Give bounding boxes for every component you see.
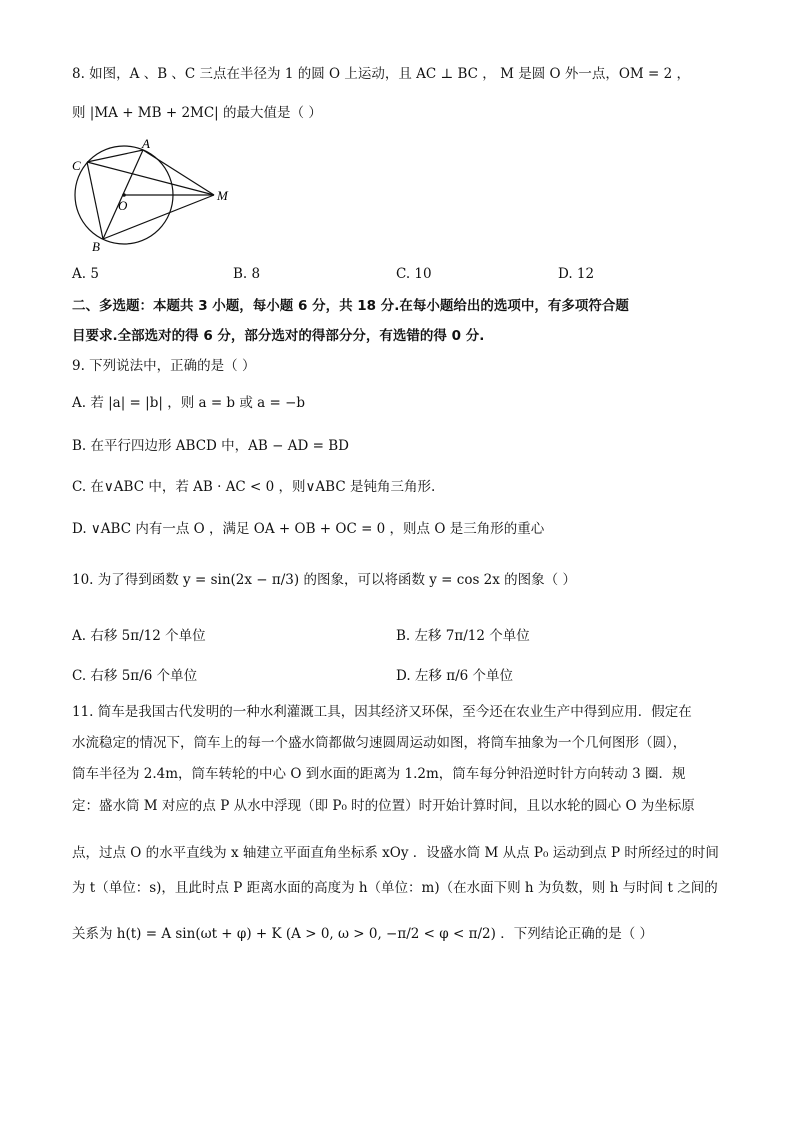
q11-line2: 水流稳定的情况下，筒车上的每一个盛水筒都做匀速圆周运动如图，将筒车抽象为一个几何图形（圆）， xyxy=(72,735,687,751)
q11-line4: 定：盛水筒 M 对应的点 P 从水中浮现（即 P₀ 时的位置）时开始计算时间，且以水轮的圆心 O 为坐标原 xyxy=(72,798,695,814)
label-o: O xyxy=(118,198,128,213)
q10-option-d: D. 左移 π/6 个单位 xyxy=(396,668,514,684)
label-c: C xyxy=(72,158,81,173)
q11-line7: 关系为 h(t) = A sin(ωt + φ) + K (A > 0, ω > 0, −π/2 < φ < π/2) ．下列结论正确的是（ ） xyxy=(72,926,653,942)
label-b: B xyxy=(92,239,100,254)
q9-stem: 9. 下列说法中，正确的是（ ） xyxy=(72,358,256,374)
q8-figure xyxy=(60,130,250,255)
q11-line1: 11. 简车是我国古代发明的一种水利灌溉工具，因其经济又环保，至今还在农业生产中得到应用．假定在 xyxy=(72,704,692,720)
q11-line5: 点，过点 O 的水平直线为 x 轴建立平面直角坐标系 xOy ．设盛水筒 M 从点 P₀ 运动到点 P 时所经过的时间 xyxy=(72,845,719,861)
q11-line3: 筒车半径为 2.4m，筒车转轮的中心 O 到水面的距离为 1.2m，筒车每分钟沿逆时针方向转动 3 圈．规 xyxy=(72,766,686,782)
q8-choice-c: C. 10 xyxy=(396,266,432,282)
label-m: M xyxy=(217,188,228,203)
q9-option-b: B. 在平行四边形 ABCD 中，AB − AD = BD xyxy=(72,438,349,454)
q9-option-d: D. ∨ABC 内有一点 O ，满足 OA + OB + OC = 0 ，则点 O 是三角形的重心 xyxy=(72,521,545,537)
q10-option-a: A. 右移 5π/12 个单位 xyxy=(72,628,206,644)
q10-option-b: B. 左移 7π/12 个单位 xyxy=(396,628,530,644)
q8-choice-b: B. 8 xyxy=(233,266,261,282)
q10-option-c: C. 右移 5π/6 个单位 xyxy=(72,668,198,684)
q8-line1: 8. 如图，A 、B 、C 三点在半径为 1 的圆 O 上运动，且 AC ⊥ BC ， M 是圆 O 外一点，OM = 2 ， xyxy=(72,66,691,82)
q8-choice-a: A. 5 xyxy=(72,266,99,282)
q11-line6: 为 t（单位：s)，且此时点 P 距离水面的高度为 h（单位：m)（在水面下则 h 为负数，则 h 与时间 t 之间的 xyxy=(72,880,718,896)
q9-option-c: C. 在∨ABC 中，若 AB · AC < 0 ，则∨ABC 是钝角三角形. xyxy=(72,479,436,495)
section2-line2: 目要求.全部选对的得 6 分，部分选对的得部分分，有选错的得 0 分. xyxy=(72,328,485,344)
q8-choice-d: D. 12 xyxy=(558,266,595,282)
q8-line2: 则 |MA + MB + 2MC| 的最大值是（ ） xyxy=(72,105,322,121)
q9-option-a: A. 若 |a| = |b| ，则 a = b 或 a = −b xyxy=(72,395,306,411)
label-a: A xyxy=(142,136,150,151)
section2-line1: 二、多选题：本题共 3 小题，每小题 6 分，共 18 分.在每小题给出的选项中，有多项符合题 xyxy=(72,298,629,314)
q10-stem: 10. 为了得到函数 y = sin(2x − π/3) 的图象，可以将函数 y = cos 2x 的图象（ ） xyxy=(72,572,576,588)
